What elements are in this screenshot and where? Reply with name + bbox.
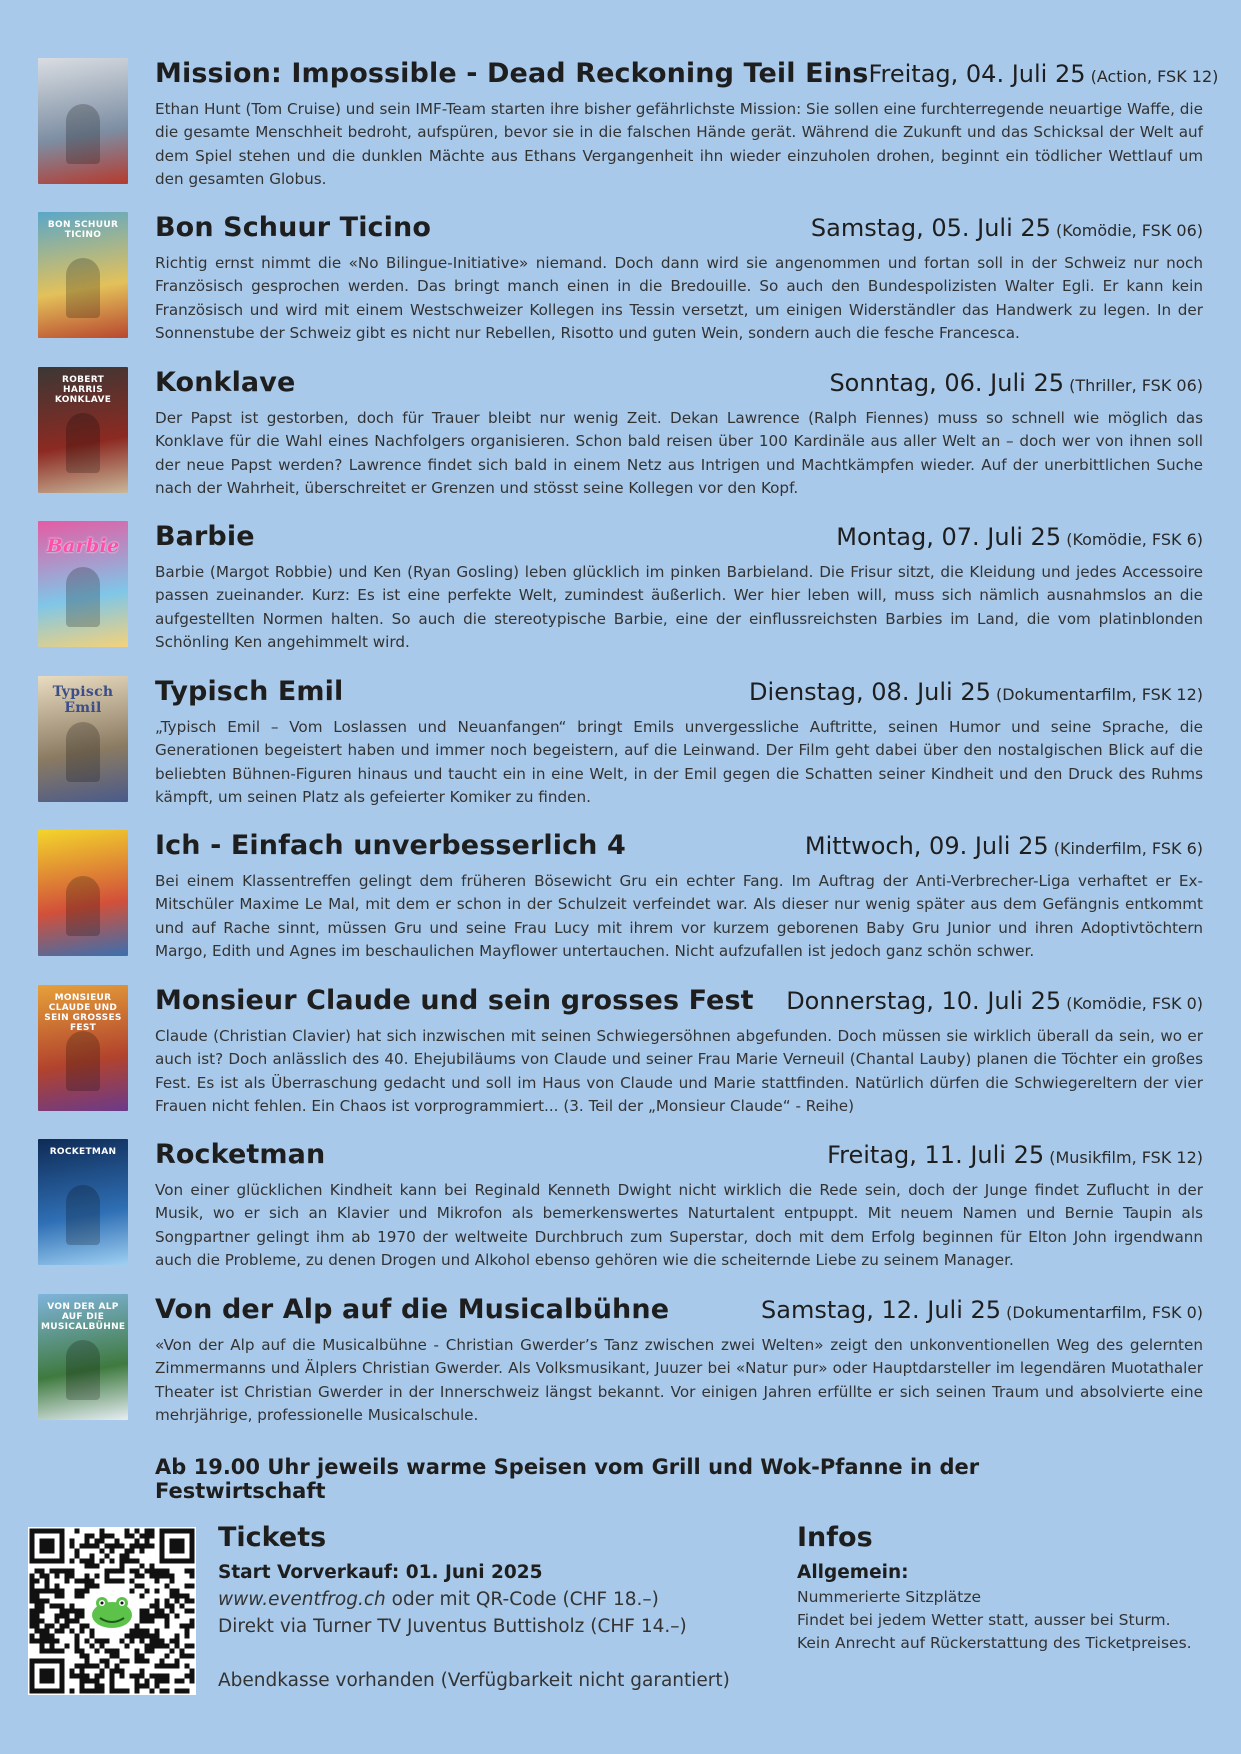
poster-figure [66, 413, 100, 473]
festwirtschaft-note: Ab 19.00 Uhr jeweils warme Speisen vom Grill und Wok-Pfanne in der Festwirtschaft [155, 1455, 980, 1503]
film-genre: (Komödie, FSK 06) [1056, 221, 1203, 240]
box-office: Abendkasse vorhanden (Verfügbarkeit nicht garantiert) [218, 1670, 730, 1691]
poster-title: Barbie [46, 535, 120, 557]
online-tickets [218, 1586, 778, 1613]
spacer [218, 1640, 778, 1667]
film-genre: (Kinderfilm, FSK 6) [1053, 839, 1203, 858]
poster-bon-schuur-ticino [38, 212, 128, 338]
poster-typisch-emil [38, 676, 128, 802]
poster-barbie [38, 521, 128, 647]
poster-title: BON SCHUUR TICINO [47, 220, 119, 240]
film-title: Barbie [155, 521, 255, 552]
film-entry-typisch-emil [0, 676, 1241, 811]
poster-title: ROCKETMAN [49, 1147, 117, 1157]
film-genre: (Musikfilm, FSK 12) [1049, 1148, 1203, 1167]
film-title: Monsieur Claude und sein grosses Fest [155, 985, 754, 1016]
film-genre: (Komödie, FSK 6) [1066, 530, 1203, 549]
film-schedule [868, 60, 1218, 88]
film-date: Sonntag, 06. Juli 25 [829, 369, 1064, 397]
film-schedule [786, 987, 1203, 1015]
film-date: Dienstag, 08. Juli 25 [749, 678, 991, 706]
film-description: Barbie (Margot Robbie) und Ken (Ryan Gosling) leben glücklich im pinken Barbieland. Die Frisur sitzt, die Kleidung und jedes Accessoire passen zueinander. Kurz: Es ist eine perfekte Welt, zumindest äußerlich. Wer hier leben will, muss sich nämlich ausnahmslos an die aufgestellten Normen halten. So auch die stereotypische Barbie, eine der einflussreichsten Barbies im Land, die vom platinblonden Schönling Ken angehimmelt wird. [155, 563, 1203, 651]
film-description: Richtig ernst nimmt die «No Bilingue-Initiative» niemand. Doch dann wird sie angenommen und fortan soll in der Schweiz nur noch Französisch gesprochen werden. Das bringt manch einen in die Bredouille. So auch den Bundespolizisten Walter Egli. Er kann kein Französisch und wird mit einem Westschweizer Kollegen ins Tessin versetzt, um einigen Widerständler das Handwerk zu legen. In der Sonnenstube der Schweiz gibt es nicht nur Rebellen, Risotto und guten Wein, sondern auch die fesche Francesca. [155, 254, 1203, 342]
film-schedule [761, 1296, 1203, 1324]
tickets-section [218, 1522, 778, 1694]
film-date: Montag, 07. Juli 25 [836, 523, 1062, 551]
poster-figure [66, 1340, 100, 1400]
poster-einfach-unverbesserlich-4 [38, 830, 128, 956]
film-genre: (Komödie, FSK 0) [1066, 994, 1203, 1013]
film-entry-monsieur-claude [0, 985, 1241, 1120]
film-entry-einfach-unverbesserlich-4 [0, 830, 1241, 965]
film-entry-von-der-alp [0, 1294, 1241, 1429]
film-entry-bon-schuur-ticino [0, 212, 1241, 347]
film-description: Ethan Hunt (Tom Cruise) und sein IMF-Team starten ihre bisher gefährlichste Mission: Sie sollen eine furchterregende neuartige Waffe, die die gesamte Menschheit bedroht, aufspüren, bevor sie in die falschen Hände gerät. Während die Zukunft und das Schicksal der Welt auf dem Spiel stehen und die dunklen Mächte aus Ethans Vergangenheit ihn wieder einzuholen drohen, beginnt ein tödlicher Wettlauf um den gesamten Globus. [155, 100, 1203, 188]
film-header [155, 830, 1203, 870]
infos-heading: Infos [797, 1522, 873, 1553]
film-title: Ich - Einfach unverbesserlich 4 [155, 830, 626, 861]
film-description: Von einer glücklichen Kindheit kann bei Reginald Kenneth Dwight nicht wirklich die Rede sein, doch der Junge findet Zuflucht in der Musik, wo er sich an Klavier und Mikrofon als bemerkenswertes Naturtalent entpuppt. Mit neuem Namen und Bernie Taupin als Songpartner gelingt ihm ab 1970 der weltweite Durchbruch zum Superstar, doch mit dem Erfolg beginnen für Elton John irgendwann auch die Probleme, zu denen Drogen und Alkohol ebenso gehören wie die scheiternde Liebe zu seinem Manager. [155, 1181, 1203, 1269]
poster-figure [66, 722, 100, 782]
film-header [155, 1139, 1203, 1179]
poster-figure [66, 104, 100, 164]
info-line-seats: Nummerierte Sitzplätze [797, 1588, 982, 1606]
film-genre: (Dokumentarfilm, FSK 0) [1006, 1303, 1203, 1322]
poster-title: VON DER ALP AUF DIE MUSICALBÜHNE [41, 1302, 126, 1332]
film-title: Bon Schuur Ticino [155, 212, 431, 243]
film-description: «Von der Alp auf die Musicalbühne - Christian Gwerder’s Tanz zwischen zwei Welten» zeigt den unkonventionellen Weg des gelernten Zimmermanns und Älplers Christian Gwerder. Als Volksmusikant, Juuzer bei «Natur pur» oder Hauptdarsteller im legendären Muotathaler Theater ist Christian Gwerder in der Innerschweiz längst bekannt. Vor einigen Jahren erfüllte er sich seinen Traum und absolvierte eine mehrjährige, professionelle Musicalschule. [155, 1336, 1203, 1424]
qr-finder-pattern [30, 1659, 65, 1694]
poster-title: MONSIEUR CLAUDE UND SEIN GROSSES FEST [44, 993, 122, 1033]
qr-code[interactable] [28, 1527, 196, 1695]
film-title: Konklave [155, 367, 296, 398]
film-description: „Typisch Emil – Vom Loslassen und Neuanfangen“ bringt Emils unvergessliche Auftritte, seinen Humor und seine Sprache, die Generationen begeistert haben und immer noch begeistern, auf die Leinwand. Der Film geht dabei über den nostalgischen Blick auf die beliebten Bühnen-Figuren hinaus und taucht ein in eine Welt, in der Emil gegen die Schatten seiner Kindheit und den Druck des Ruhms kämpft, um seinen Platz als gefeierter Komiker zu finden. [155, 718, 1203, 806]
film-description: Der Papst ist gestorben, doch für Trauer bleibt nur wenig Zeit. Dekan Lawrence (Ralph Fiennes) muss so schnell wie möglich das Konklave für die Wahl eines Nachfolgers organisieren. Schon bald reisen über 100 Kardinäle aus aller Welt an – doch wer von ihnen soll der neue Papst werden? Lawrence findet sich bald in einem Netz aus Intrigen und Machtkämpfen wieder. Auf der unerbittlichen Suche nach der Wahrheit, überschreitet er Grenzen und stösst seine Kollegen vor den Kopf. [155, 409, 1203, 497]
film-header [155, 676, 1203, 716]
poster-von-der-alp [38, 1294, 128, 1420]
poster-title: Typisch Emil [52, 684, 114, 716]
direct-tickets: Direkt via Turner TV Juventus Buttisholz (CHF 14.–) [218, 1616, 687, 1637]
film-description: Bei einem Klassentreffen gelingt dem früheren Bösewicht Gru ein echter Fang. Im Auftrag der Anti-Verbrecher-Liga verhaftet er Ex-Mitschüler Maxime Le Mal, mit dem er schon in der Schulzeit verfeindet war. Als dieser nur wenig später aus dem Gefängnis entkommt und auf Rache sinnt, müssen Gru und seine Frau Lucy mit ihrem vor kurzem geborenen Baby Gru Junior und ihren Adoptivtöchtern Margo, Edith und Agnes im beschaulichen Mayflower untertauchen. Nicht aufzufallen ist jedoch ganz schön schwer. [155, 872, 1203, 960]
film-schedule [811, 214, 1203, 242]
film-header [155, 212, 1203, 252]
film-header [155, 58, 1219, 98]
info-line-weather: Findet bei jedem Wetter statt, ausser bei Sturm. [797, 1611, 1171, 1629]
film-date: Freitag, 11. Juli 25 [827, 1141, 1045, 1169]
info-line-refund: Kein Anrecht auf Rückerstattung des Ticketpreises. [797, 1634, 1192, 1652]
film-header [155, 1294, 1203, 1334]
poster-figure [66, 1185, 100, 1245]
film-genre: (Dokumentarfilm, FSK 12) [995, 685, 1203, 704]
eventfrog-link[interactable]: www.eventfrog.ch [218, 1589, 386, 1610]
poster-figure [66, 567, 100, 627]
online-price: oder mit QR-Code (CHF 18.–) [385, 1589, 659, 1610]
film-title: Typisch Emil [155, 676, 344, 707]
film-schedule [749, 678, 1203, 706]
film-schedule [836, 523, 1203, 551]
infos-subheading: Allgemein: [797, 1562, 909, 1583]
film-entry-mission-impossible [0, 58, 1241, 193]
film-entry-rocketman [0, 1139, 1241, 1274]
poster-konklave [38, 367, 128, 493]
tickets-heading: Tickets [218, 1522, 327, 1553]
film-schedule [805, 832, 1203, 860]
film-date: Freitag, 04. Juli 25 [868, 60, 1086, 88]
film-date: Mittwoch, 09. Juli 25 [804, 832, 1049, 860]
poster-mission-impossible [38, 58, 128, 184]
film-schedule [827, 1141, 1203, 1169]
film-title: Rocketman [155, 1139, 326, 1170]
film-entry-barbie [0, 521, 1241, 656]
film-header [155, 367, 1203, 407]
poster-title: ROBERT HARRIS KONKLAVE [54, 375, 112, 405]
poster-monsieur-claude [38, 985, 128, 1111]
film-header [155, 985, 1203, 1025]
qr-finder-pattern [30, 1529, 65, 1564]
film-genre: (Thriller, FSK 06) [1069, 376, 1203, 395]
qr-code-graphic [28, 1527, 196, 1695]
poster-rocketman [38, 1139, 128, 1265]
film-entry-konklave [0, 367, 1241, 502]
presale-start: Start Vorverkauf: 01. Juni 2025 [218, 1562, 543, 1583]
film-genre: (Action, FSK 12) [1090, 67, 1219, 86]
film-date: Samstag, 05. Juli 25 [810, 214, 1051, 242]
film-title: Mission: Impossible - Dead Reckoning Teil Eins [155, 58, 869, 89]
film-date: Donnerstag, 10. Juli 25 [786, 987, 1062, 1015]
film-title: Von der Alp auf die Musicalbühne [155, 1294, 670, 1325]
qr-finder-pattern [160, 1529, 195, 1564]
film-schedule [829, 369, 1203, 397]
film-header [155, 521, 1203, 561]
film-description: Claude (Christian Clavier) hat sich inzwischen mit seinen Schwiegersöhnen abgefunden. Doch müssen sie wirklich überall da sein, wo er auch ist? Doch anlässlich des 40. Ehejubiläums von Claude und seiner Frau Marie Verneuil (Chantal Lauby) planen die Töchter ein großes Fest. Es ist als Überraschung gedacht und soll im Haus von Claude und Marie stattfinden. Natürlich dürfen die Schwiegereltern der vier Frauen nicht fehlen. Ein Chaos ist vorprogrammiert... (3. Teil der „Monsieur Claude“ - Reihe) [155, 1027, 1203, 1115]
infos-section [797, 1522, 1207, 1655]
poster-figure [66, 1031, 100, 1091]
frog-icon [92, 1597, 132, 1628]
poster-figure [66, 258, 100, 318]
film-date: Samstag, 12. Juli 25 [761, 1296, 1002, 1324]
poster-figure [66, 876, 100, 936]
